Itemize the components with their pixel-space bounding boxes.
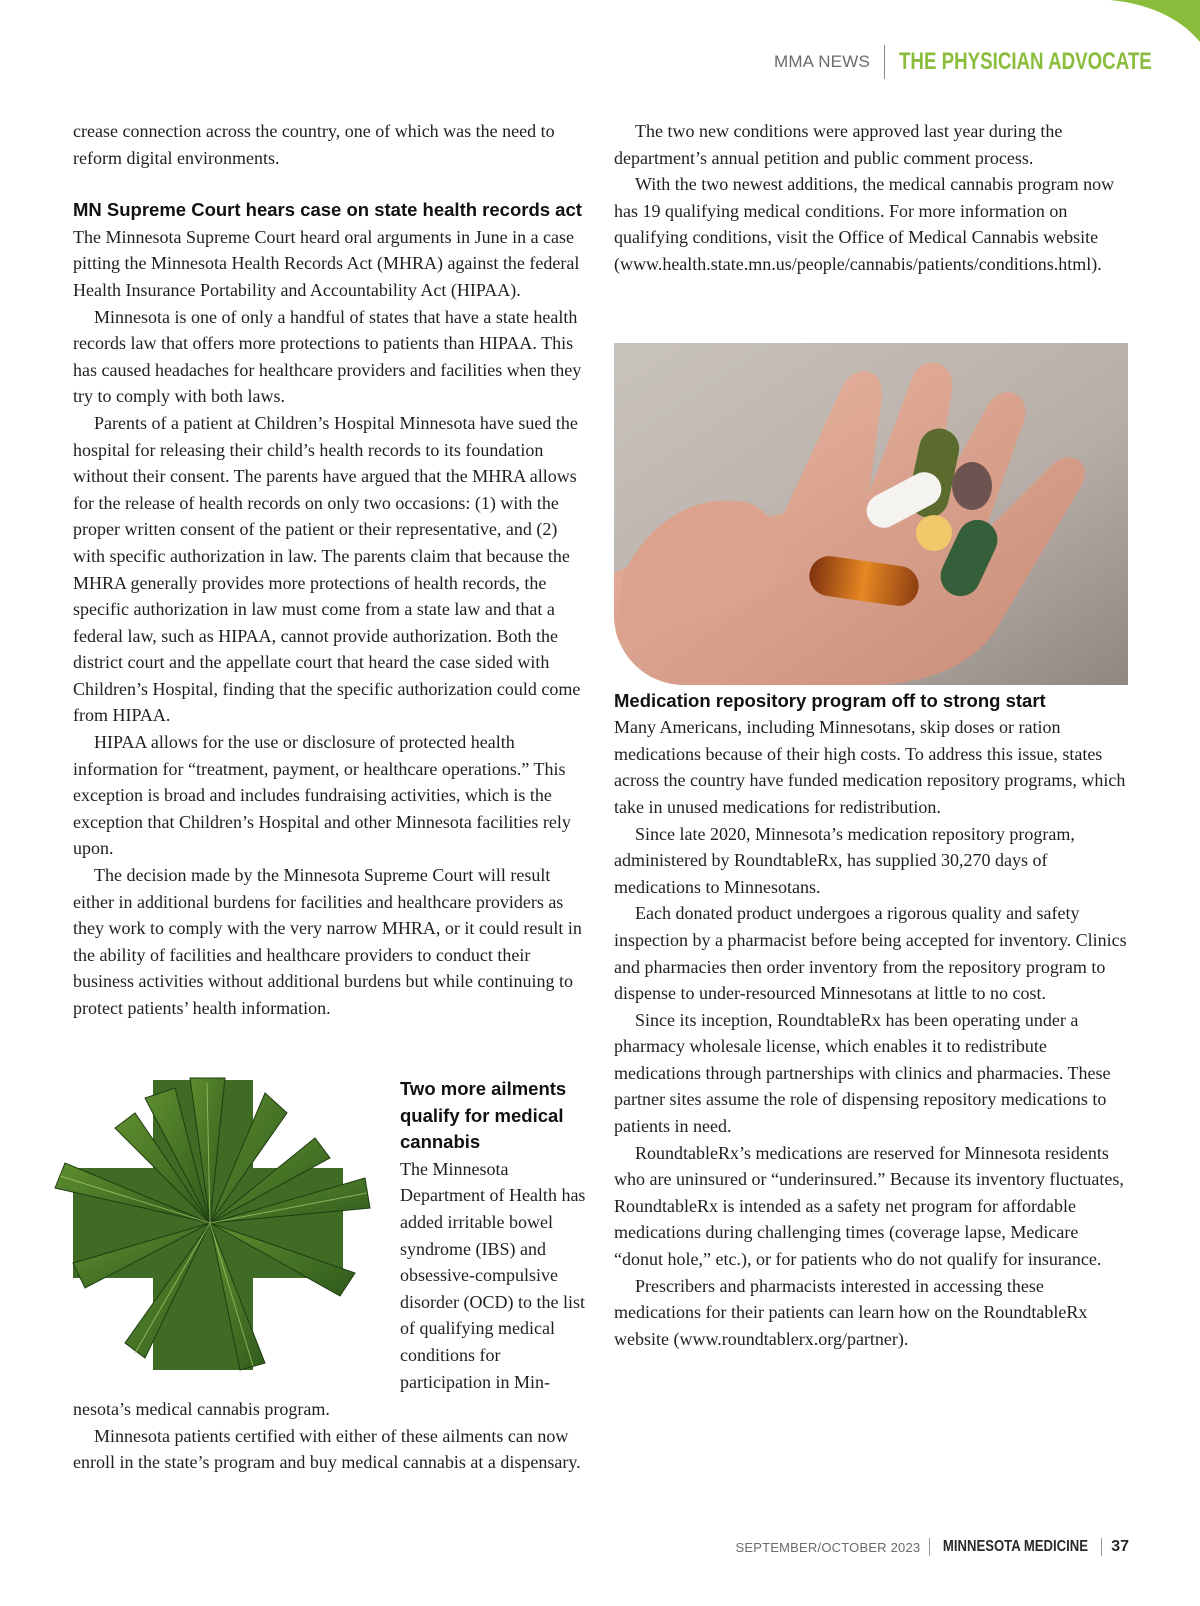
body-paragraph: The two new conditions were approved last year during the department’s annual petition and public comment process.: [614, 121, 1063, 168]
pills-in-hand-photo: [614, 343, 1128, 685]
page-header: [773, 44, 1152, 80]
page-footer: [736, 1538, 1129, 1556]
body-paragraph: Parents of a patient at Children’s Hospital Minnesota have sued the hospital for releasing their child’s health records to its foundation without their consent. The parents have argued that the MHRA allows for the release of health records on only two occasions: (1) with the proper written consent of the patient or their representative, and (2) with specific authorization in law. The parents claim that because the MHRA generally provides more protections of health records, the specific authorization in law must come from a state law and that a federal law, such as HIPAA, cannot provide authorization. Both the district court and the appellate court that heard the case sided with Children’s Hospital, finding that the specific authorization could come from HIPAA.: [73, 412, 581, 726]
left-column-bottom: [73, 1396, 585, 1476]
header-divider: [884, 45, 885, 79]
body-paragraph: The Minnesota Supreme Court heard oral arguments in June in a case pitting the Minnesota Health Records Act (MHRA) against the federal Health Insurance Portability and Accountability Act (HIPAA).: [73, 226, 580, 300]
footer-divider: [929, 1538, 930, 1556]
repository-article-heading: Medication repository program off to strong start: [614, 689, 1046, 711]
body-paragraph: Many Americans, including Minnesotans, skip doses or ration medications because of their high costs. To address this issue, states across the country have funded medication repository programs, which take in unused medications for redistribution.: [614, 717, 1126, 817]
body-paragraph: Minnesota is one of only a handful of states that have a state health records law that offers more protections to patients than HIPAA. This has caused headaches for healthcare providers and facilities when they try to comply with both laws.: [73, 306, 582, 407]
body-paragraph: RoundtableRx’s medications are reserved for Minnesota residents who are uninsured or “underinsured.” Because its inventory fluctuates, RoundtableRx is intended as a safety net program for affordable medications during challenging times (coverage lapse, Medicare “donut hole,” etc.), or for patients who do not qualify for insurance.: [614, 1142, 1124, 1270]
cannabis-article-heading: Two more ailments qualify for medical cannabis: [400, 1078, 567, 1153]
left-column: [73, 118, 585, 1022]
court-article-heading: MN Supreme Court hears case on state health records act: [73, 199, 582, 221]
cannabis-intro-tail: nesota’s medical cannabis program.: [73, 1399, 330, 1419]
body-paragraph: Since its inception, RoundtableRx has been operating under a pharmacy wholesale license, which enables it to redistribute medications through partnerships with clinics and pharmacies. These partner sites assume the role of dispensing repository medications to patients in need.: [614, 1009, 1111, 1137]
cannabis-cross-image: [25, 1058, 395, 1386]
body-paragraph: With the two newest additions, the medical cannabis program now has 19 qualifying medical conditions. For more information on qualifying conditions, visit the Office of Medical Cannabis website (www.health.state.mn.us/people/cannabis/patients/conditions.html).: [614, 174, 1115, 274]
continued-paragraph: crease connection across the country, one of which was the need to reform digital environments.: [73, 121, 555, 168]
right-column: [614, 118, 1128, 1352]
issue-date: SEPTEMBER/OCTOBER 2023: [735, 1539, 921, 1555]
publication-title: THE PHYSICIAN ADVOCATE: [899, 48, 1152, 75]
footer-divider: [1101, 1538, 1102, 1556]
corner-accent: [1110, 0, 1200, 42]
section-label: MMA NEWS: [773, 52, 870, 71]
cannabis-article-sidebar: [400, 1076, 590, 1395]
cannabis-intro: The Minnesota Department of Health has added irritable bowel syndrome (IBS) and obsessive-compulsive disorder (OCD) to the list of qualifying medical conditions for participation in Min-: [400, 1158, 586, 1392]
body-paragraph: Each donated product undergoes a rigorous quality and safety inspection by a pharmacist before being accepted for inventory. Clinics and pharmacies then order inventory from the repository program to dispense to under-resourced Minnesotans at little to no cost.: [614, 903, 1127, 1004]
magazine-name: MINNESOTA MEDICINE: [943, 1538, 1089, 1555]
page-number: 37: [1111, 1538, 1129, 1555]
body-paragraph: The decision made by the Minnesota Supreme Court will result either in additional burdens for facilities and healthcare providers as they work to comply with the very narrow MHRA, or it could result in the ability of facilities and healthcare providers to conduct their business activities without additional burdens but while continuing to protect patients’ health information.: [73, 865, 582, 1018]
body-paragraph: Minnesota patients certified with either of these ailments can now enroll in the state’s program and buy medical cannabis at a dispensary.: [73, 1425, 581, 1473]
body-paragraph: Prescribers and pharmacists interested in accessing these medications for their patients can learn how on the RoundtableRx website (www.roundtablerx.org/partner).: [614, 1275, 1088, 1349]
body-paragraph: HIPAA allows for the use or disclosure of protected health information for “treatment, payment, or healthcare operations.” This exception is broad and includes fundraising activities, which is the exception that Children’s Hospital and other Minnesota facilities rely upon.: [73, 732, 571, 859]
body-paragraph: Since late 2020, Minnesota’s medication repository program, administered by RoundtableRx, has supplied 30,270 days of medications to Minnesotans.: [614, 823, 1075, 897]
